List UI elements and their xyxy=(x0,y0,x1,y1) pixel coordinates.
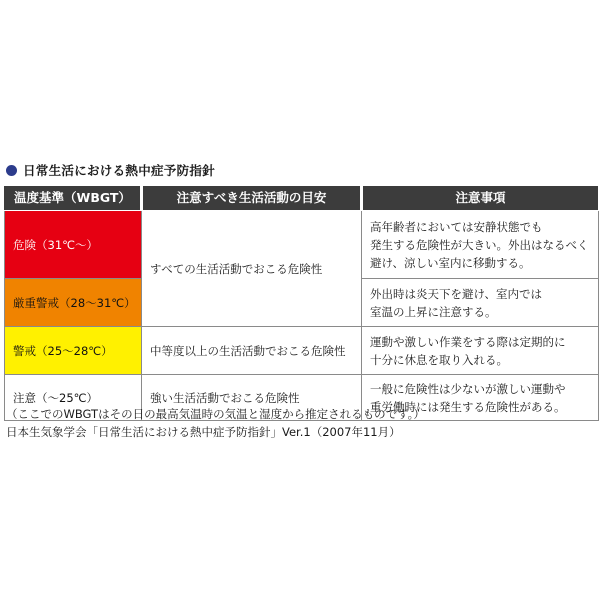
notes-line: 避け、涼しい室内に移動する。 xyxy=(370,255,531,270)
level-danger: 危険（31℃〜） xyxy=(5,211,142,279)
header-activity: 注意すべき生活活動の目安 xyxy=(142,186,362,211)
page-title xyxy=(6,160,215,180)
table-row xyxy=(5,211,599,279)
notes-line: 室温の上昇に注意する。 xyxy=(370,304,497,319)
activity-cell: すべての生活活動でおこる危険性 xyxy=(142,211,362,327)
heatstroke-guide-table xyxy=(4,185,599,421)
notes-line: 十分に休息を取り入れる。 xyxy=(370,352,508,367)
level-warning: 警戒（25〜28℃） xyxy=(5,327,142,375)
footnote-source: 日本生気象学会「日常生活における熱中症予防指針」Ver.1（2007年11月） xyxy=(6,425,401,439)
title-text: 日常生活における熱中症予防指針 xyxy=(23,163,216,178)
bullet-icon xyxy=(6,165,17,176)
notes-line: 運動や激しい作業をする際は定期的に xyxy=(370,334,566,349)
level-severe-warning: 厳重警戒（28〜31℃） xyxy=(5,279,142,327)
activity-cell: 強い生活活動でおこる危険性 xyxy=(142,375,362,421)
table-header-row xyxy=(5,186,599,211)
notes-cell xyxy=(362,279,599,327)
notes-line: 重労働時には発生する危険性がある。 xyxy=(370,399,566,414)
notes-cell xyxy=(362,327,599,375)
notes-line: 外出時は炎天下を避け、室内では xyxy=(370,286,543,301)
footnote-wbgt: （ここでのWBGTはその日の最高気温時の気温と湿度から推定されるものです。） xyxy=(6,407,425,421)
notes-line: 一般に危険性は少ないが激しい運動や xyxy=(370,381,566,396)
activity-cell: 中等度以上の生活活動でおこる危険性 xyxy=(142,327,362,375)
level-attention: 注意（〜25℃） xyxy=(5,375,142,421)
notes-line: 発生する危険性が大きい。外出はなるべく xyxy=(370,237,589,252)
notes-cell xyxy=(362,211,599,279)
notes-line: 高年齢者においては安静状態でも xyxy=(370,219,543,234)
header-temperature: 温度基準（WBGT） xyxy=(5,186,142,211)
header-notes: 注意事項 xyxy=(362,186,599,211)
table-row xyxy=(5,327,599,375)
